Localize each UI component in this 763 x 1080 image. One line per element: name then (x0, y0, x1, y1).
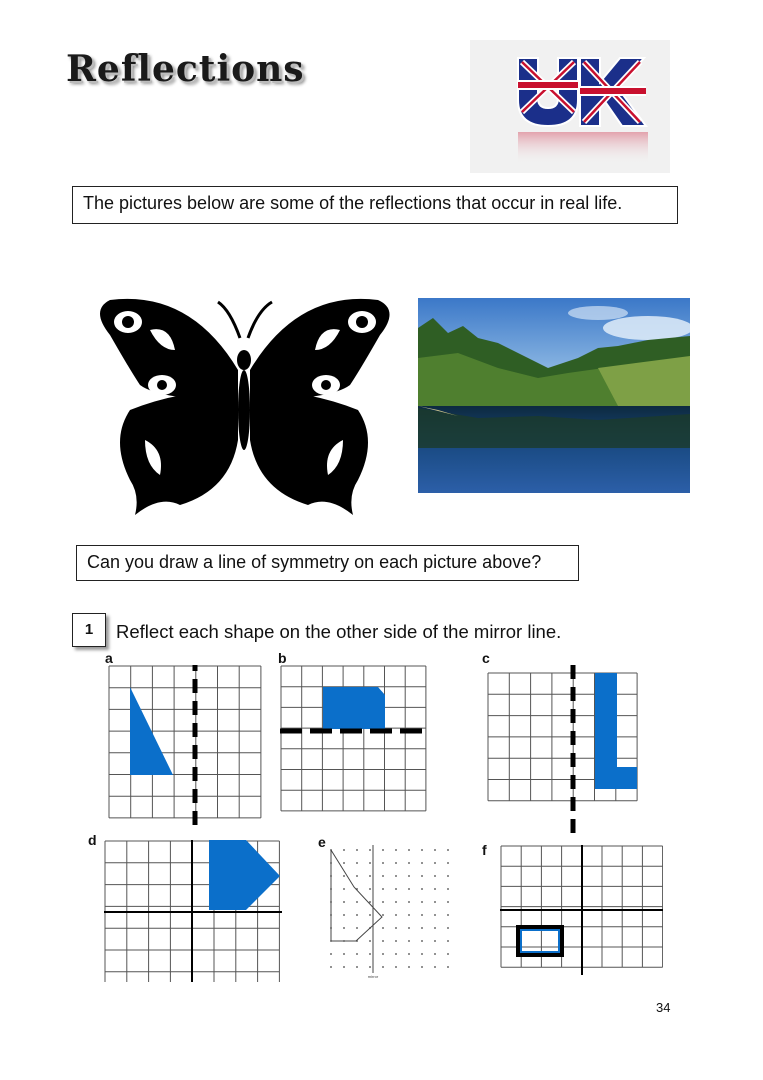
symmetry-prompt-box (76, 545, 579, 581)
grid-f[interactable] (500, 845, 663, 975)
grid-dot (382, 888, 384, 890)
part-label-d: d (88, 832, 97, 848)
grid-dot (330, 953, 332, 955)
grid-dot (408, 927, 410, 929)
grid-dot (382, 901, 384, 903)
grid-dot (447, 849, 449, 851)
grid-dot (382, 862, 384, 864)
grid-c[interactable] (487, 665, 642, 840)
grid-dot (343, 966, 345, 968)
grid-dot (356, 927, 358, 929)
shape-f-rectangle-inner (521, 930, 559, 952)
grid-dot (434, 862, 436, 864)
shape-c-l-shape (595, 673, 637, 789)
intro-text-box (72, 186, 678, 224)
grid-dot (434, 875, 436, 877)
grid-dot (434, 914, 436, 916)
grid-dot (421, 966, 423, 968)
grid-dot (330, 966, 332, 968)
grid-dot (421, 875, 423, 877)
question-text: Reflect each shape on the other side of the mirror line. (116, 621, 562, 642)
grid-dot (447, 914, 449, 916)
grid-dot (434, 888, 436, 890)
shape-f-rectangle-outer (518, 927, 562, 955)
part-label-e: e (318, 834, 326, 850)
grid-dot (408, 914, 410, 916)
grid-dot (356, 914, 358, 916)
grid-dot (395, 875, 397, 877)
grid-dot (343, 901, 345, 903)
grid-dot (369, 862, 371, 864)
grid-dot (421, 888, 423, 890)
grid-dot (369, 849, 371, 851)
grid-dot (421, 862, 423, 864)
symmetry-prompt: Can you draw a line of symmetry on each picture above? (87, 552, 542, 572)
grid-dot (447, 927, 449, 929)
mirror-caption: mirror (367, 974, 379, 979)
grid-dot (447, 888, 449, 890)
page-title: Reflections (66, 48, 305, 90)
part-label-c: c (482, 650, 490, 666)
grid-dot (408, 849, 410, 851)
grid-dot (356, 875, 358, 877)
grid-dot (421, 940, 423, 942)
grid-dot (447, 875, 449, 877)
grid-dot (421, 953, 423, 955)
page-number: 34 (656, 1000, 671, 1015)
grid-dot (343, 953, 345, 955)
grid-dot (356, 901, 358, 903)
butterfly-image (90, 290, 400, 525)
grid-dot (395, 862, 397, 864)
grid-dot (395, 888, 397, 890)
grid-dot (343, 862, 345, 864)
grid-dot (395, 927, 397, 929)
grid-dot (447, 940, 449, 942)
grid-dot (382, 927, 384, 929)
grid-dot (434, 849, 436, 851)
grid-dot (395, 849, 397, 851)
grid-dot (447, 862, 449, 864)
grid-dot (408, 862, 410, 864)
grid-dot (382, 940, 384, 942)
grid-d[interactable] (104, 840, 282, 982)
grid-dot (343, 888, 345, 890)
grid-dot (395, 953, 397, 955)
grid-dot (434, 940, 436, 942)
grid-dot (395, 940, 397, 942)
grid-dot (382, 914, 384, 916)
grid-dot (369, 940, 371, 942)
grid-dot (395, 914, 397, 916)
svg-text:UK: UK (470, 40, 472, 41)
grid-dot (421, 849, 423, 851)
grid-e[interactable] (326, 845, 454, 980)
grid-dot (447, 953, 449, 955)
shape-d-pentagon (209, 840, 280, 910)
grid-dot (369, 966, 371, 968)
grid-b[interactable] (280, 665, 430, 815)
grid-dot (408, 901, 410, 903)
grid-dot (343, 875, 345, 877)
grid-dot (369, 914, 371, 916)
grid-dot (434, 927, 436, 929)
grid-dot (434, 901, 436, 903)
question-number: 1 (72, 613, 106, 647)
grid-dot (408, 966, 410, 968)
grid-dot (408, 888, 410, 890)
grid-dot (434, 953, 436, 955)
grid-dot (369, 888, 371, 890)
grid-dot (356, 966, 358, 968)
grid-dot (369, 901, 371, 903)
grid-dot (447, 901, 449, 903)
grid-dot (382, 875, 384, 877)
grid-dot (447, 966, 449, 968)
part-label-a: a (105, 650, 113, 666)
grid-dot (369, 875, 371, 877)
grid-dot (356, 953, 358, 955)
grid-dot (408, 875, 410, 877)
grid-dot (421, 901, 423, 903)
grid-dot (382, 953, 384, 955)
grid-dot (356, 862, 358, 864)
grid-dot (434, 966, 436, 968)
grid-dot (343, 914, 345, 916)
grid-dot (343, 849, 345, 851)
intro-text: The pictures below are some of the reflections that occur in real life. (83, 193, 623, 213)
grid-dot (408, 953, 410, 955)
grid-dot (421, 927, 423, 929)
part-label-b: b (278, 650, 287, 666)
lake-reflection-photo (418, 298, 690, 493)
grid-dot (395, 901, 397, 903)
grid-a[interactable] (108, 665, 263, 830)
grid-dot (421, 914, 423, 916)
grid-dot (408, 940, 410, 942)
grid-dot (382, 966, 384, 968)
uk-logo (470, 40, 670, 173)
part-label-f: f (482, 842, 487, 858)
grid-dot (343, 927, 345, 929)
shape-b-hexagon (323, 687, 385, 729)
grid-dot (395, 966, 397, 968)
grid-dot (369, 953, 371, 955)
grid-dot (356, 849, 358, 851)
grid-dot (382, 849, 384, 851)
